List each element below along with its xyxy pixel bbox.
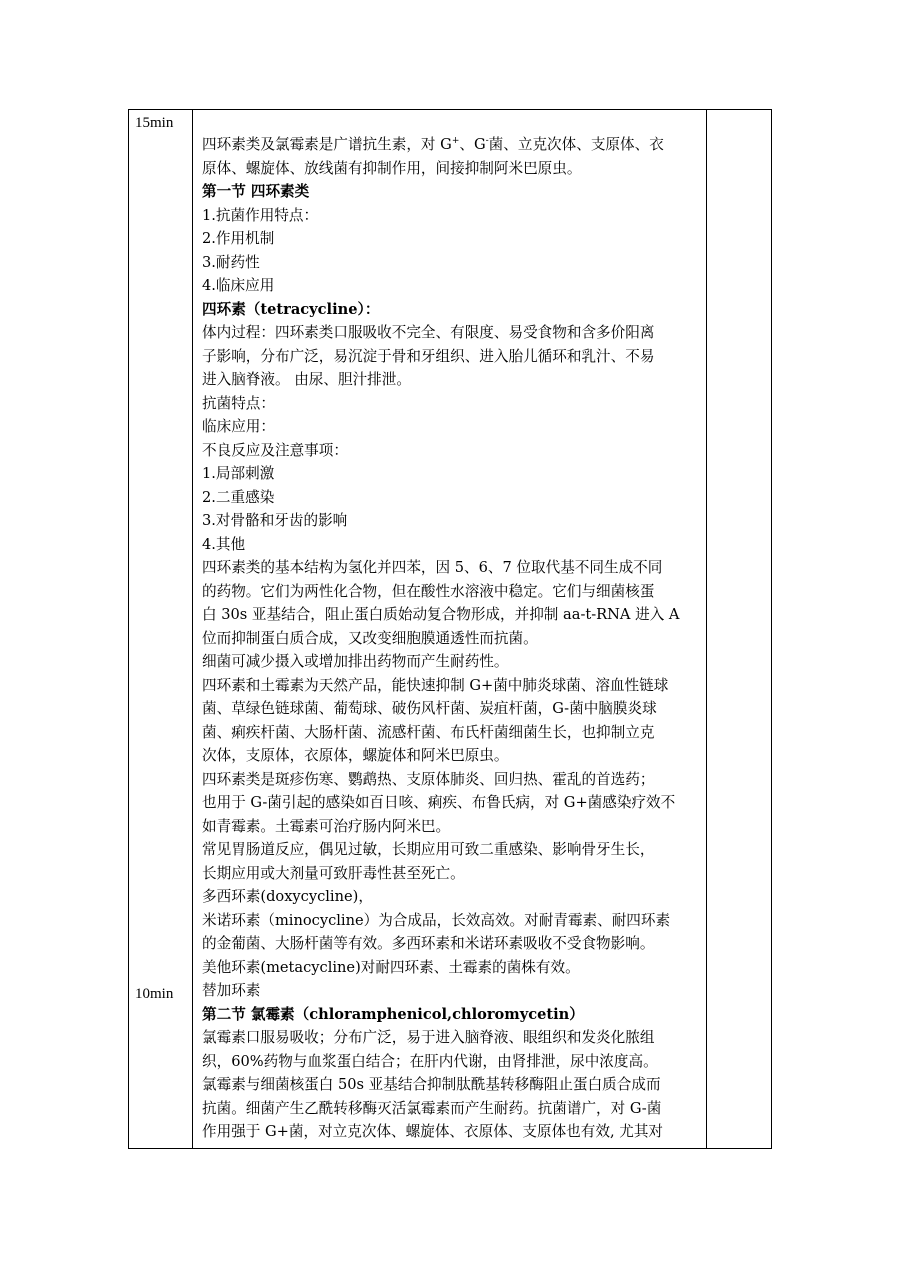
text-line: 米诺环素（minocycline）为合成品，长效高效。对耐青霉素、耐四环素 <box>202 911 671 929</box>
text-line: 四环素类的基本结构为氢化并四苯，因 5、6、7 位取代基不同生成不同 <box>202 559 663 576</box>
list-item: 3.耐药性 <box>202 253 260 271</box>
text-line: 常见胃肠道反应，偶见过敏，长期应用可致二重感染、影响骨牙生长， <box>202 841 655 858</box>
text-line: 氯霉素口服易吸收；分布广泛，易于进入脑脊液、眼组织和发炎化脓组 <box>202 1029 655 1046</box>
text-line: 的金葡菌、大肠杆菌等有效。多西环素和米诺环素吸收不受食物影响。 <box>202 935 655 952</box>
text-line: 原体、螺旋体、放线菌有抑制作用，间接抑制阿米巴原虫。 <box>202 159 582 177</box>
text-line: 不良反应及注意事项： <box>202 441 348 459</box>
list-item: 3.对骨骼和牙齿的影响 <box>202 512 348 529</box>
text-line: 氯霉素与细菌核蛋白 50s 亚基结合抑制肽酰基转移酶阻止蛋白质合成而 <box>202 1076 661 1093</box>
text-line: 美他环素(metacycline)对耐四环素、土霉素的菌株有效。 <box>202 958 580 976</box>
notes-column <box>707 110 771 1148</box>
text-line: 作用强于 G+菌，对立克次体、螺旋体、衣原体、支原体也有效, 尤其对 <box>202 1123 664 1140</box>
list-item: 1.局部刺激 <box>202 465 275 482</box>
text-line: 四环素类是斑疹伤寒、鹦鹉热、支原体肺炎、回归热、霍乱的首选药； <box>202 770 655 788</box>
text-line: 临床应用： <box>202 418 275 435</box>
list-item: 4.其他 <box>202 535 246 553</box>
content-column <box>193 110 707 1148</box>
lesson-content <box>202 133 702 1144</box>
text-line: 四环素和土霉素为天然产品，能快速抑制 G+菌中肺炎球菌、溶血性链球 <box>202 676 669 694</box>
text-line: 子影响，分布广泛，易沉淀于骨和牙组织、进入胎儿循环和乳汁、不易 <box>202 347 655 365</box>
list-item: 4.临床应用 <box>202 277 275 294</box>
subheading-tetracycline: 四环素（tetracycline）： <box>202 300 380 318</box>
time-label-second: 10min <box>135 986 174 1002</box>
list-item: 1.抗菌作用特点： <box>202 206 319 224</box>
text-line: 如青霉素。土霉素可治疗肠内阿米巴。 <box>202 817 451 835</box>
text-line: 菌、草绿色链球菌、葡萄球、破伤风杆菌、炭疽杆菌，G-菌中脑膜炎球 <box>202 700 657 717</box>
text-line: 织，60%药物与血浆蛋白结合；在肝内代谢，由肾排泄，尿中浓度高。 <box>202 1052 658 1070</box>
text-line: 位而抑制蛋白质合成，又改变细胞膜通透性而抗菌。 <box>202 629 538 647</box>
list-item: 2.作用机制 <box>202 230 275 247</box>
text-line: 白 30s 亚基结合，阻止蛋白质始动复合物形成，并抑制 aa-t-RNA 进入 A <box>202 606 680 623</box>
text-line: 也用于 G-菌引起的感染如百日咳、痢疾、布鲁氏病，对 G+菌感染疗效不 <box>202 794 676 811</box>
text-line: 次体，支原体，衣原体，螺旋体和阿米巴原虫。 <box>202 747 509 764</box>
text-line: 细菌可减少摄入或增加排出药物而产生耐药性。 <box>202 653 509 670</box>
text-line: 多西环素(doxycycline)， <box>202 888 373 905</box>
text-line: 替加环素 <box>202 982 261 999</box>
text-line: 体内过程：四环素类口服吸收不完全、有限度、易受食物和含多价阳离 <box>202 324 655 341</box>
text-line: 的药物。它们为两性化合物，但在酸性水溶液中稳定。它们与细菌核蛋 <box>202 582 655 600</box>
text-line: 抗菌特点： <box>202 394 275 412</box>
text-line: 长期应用或大剂量可致肝毒性甚至死亡。 <box>202 864 465 882</box>
time-label-first: 15min <box>135 115 174 131</box>
lesson-table <box>128 109 772 1149</box>
text-line: 抗菌。细菌产生乙酰转移酶灭活氯霉素而产生耐药。抗菌谱广，对 G-菌 <box>202 1099 662 1117</box>
section-heading-chloramphenicol: 第二节 氯霉素（chloramphenicol,chloromycetin） <box>202 1005 584 1023</box>
time-column <box>129 110 193 1148</box>
intro-line-1: 四环素类及氯霉素是广谱抗生素，对 G+、G-菌、立克次体、支原体、衣 <box>202 136 664 153</box>
text-line: 进入脑脊液。 由尿、胆汁排泄。 <box>202 371 411 388</box>
text-line: 菌、痢疾杆菌、大肠杆菌、流感杆菌、布氏杆菌细菌生长，也抑制立克 <box>202 723 655 741</box>
section-heading-tetracyclines: 第一节 四环素类 <box>202 183 310 200</box>
list-item: 2.二重感染 <box>202 488 275 506</box>
